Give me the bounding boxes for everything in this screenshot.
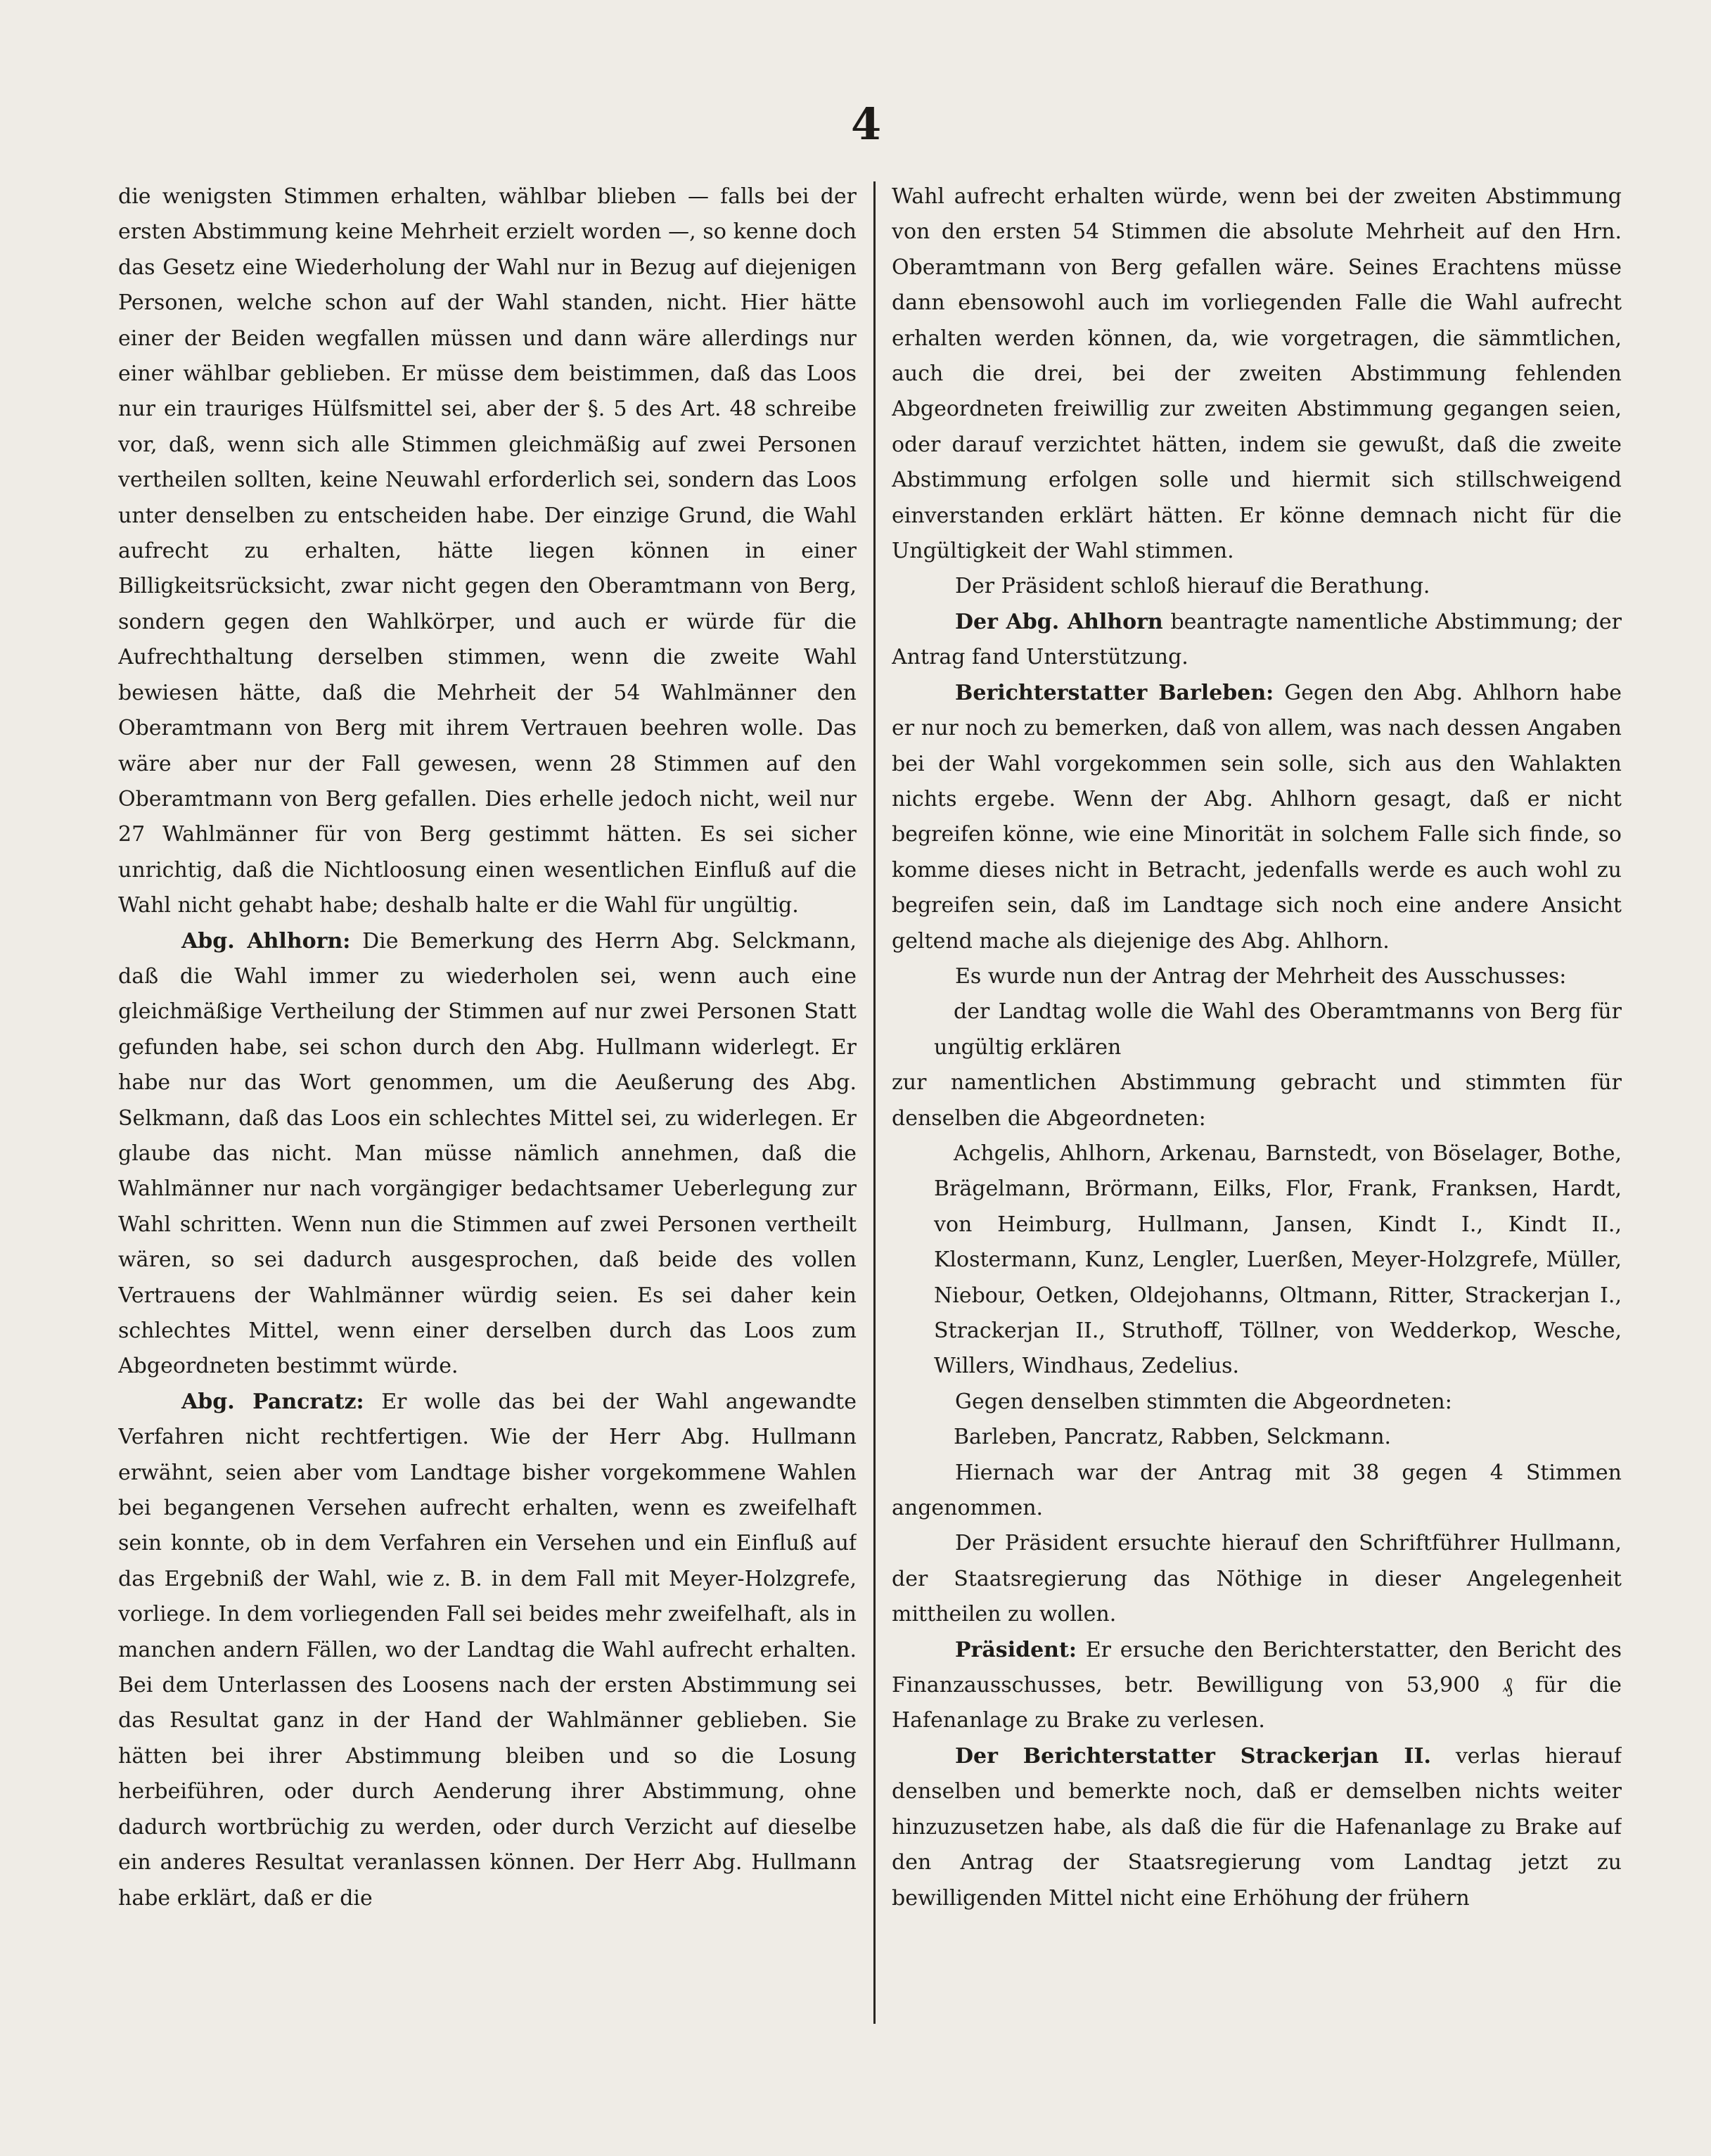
paragraph — [892, 569, 1622, 604]
paragraph-text: zur namentlichen Abstimmung gebracht und stimmten für denselben die Abgeordneten: — [892, 1070, 1622, 1131]
paragraph-text: Die Bemerkung des Herrn Abg. Selckmann, daß die Wahl immer zu wiederholen sei, wenn auch eine gleichmäßige Vertheilung der Stimmen auf nur zwei Personen Statt gefunden habe, sei schon durch den Abg. Hullmann widerlegt. Er habe nur das Wort genommen, um die Aeußerung des Abg. Selkmann, daß das Loos ein schlechtes Mittel sei, zu widerlegen. Er glaube das nicht. Man müsse nämlich annehmen, daß die Wahlmänner nur nach vorgängiger bedachtsamer Ueberlegung zur Wahl schritten. Wenn nun die Stimmen auf zwei Personen vertheilt wären, so sei dadurch ausgesprochen, daß beide des vollen Vertrauens der Wahlmänner würdig seien. Es sei daher kein schlechtes Mittel, wenn einer derselben durch das Loos zum Abgeordneten bestimmt würde. — [118, 928, 857, 1379]
paragraph — [892, 1526, 1622, 1632]
paragraph — [892, 1136, 1622, 1385]
paragraph-text: Gegen den Abg. Ahlhorn habe er nur noch zu bemerken, daß von allem, was nach dessen Angaben bei der Wahl vorgekommen sein solle, sich aus den Wahlakten nichts ergebe. Wenn der Abg. Ahlhorn gesagt, daß er nicht begreifen könne, wie eine Minorität in solchem Falle sich finde, so komme dieses nicht in Betracht, jedenfalls werde es auch wohl zu begreifen sein, daß im Landtage sich noch eine andere Ansicht geltend mache als diejenige des Abg. Ahlhorn. — [892, 680, 1622, 954]
paragraph — [892, 959, 1622, 994]
paragraph — [892, 1065, 1622, 1136]
paragraph — [118, 1385, 857, 1916]
speaker-name: Der Berichterstatter Strackerjan II. — [955, 1743, 1431, 1769]
right-column — [892, 179, 1622, 2029]
paragraph-text: Er wolle das bei der Wahl angewandte Verfahren nicht rechtfertigen. Wie der Herr Abg. Hullmann erwähnt, seien aber vom Landtage bisher vorgekommene Wahlen bei begangenen Versehen aufrecht erhalten, wenn es zweifelhaft sein konnte, ob in dem Verfahren ein Versehen und ein Einfluß auf das Ergebniß der Wahl, wie z. B. in dem Fall mit Meyer-Holzgrefe, vorliege. In dem vorliegenden Fall sei beides mehr zweifelhaft, als in manchen andern Fällen, wo der Landtag die Wahl aufrecht erhalten. Bei dem Unterlassen des Loosens nach der ersten Abstimmung sei das Resultat ganz in der Hand der Wahlmänner geblieben. Sie hätten bei ihrer Abstimmung bleiben und so die Losung herbeiführen, oder durch Aenderung ihrer Abstimmung, ohne dadurch wortbrüchig zu werden, oder durch Verzicht auf dieselbe ein anderes Resultat veranlassen können. Der Herr Abg. Hullmann habe erklärt, daß er die — [118, 1389, 857, 1911]
paragraph-text: Er ersuche den Berichterstatter, den Bericht des Finanzausschusses, betr. Bewilligung von 53,900 ₰ für die Hafenanlage zu Brake zu verlesen. — [892, 1637, 1622, 1733]
paragraph-text: Der Präsident ersuchte hierauf den Schriftführer Hullmann, der Staatsregierung das Nöthige in dieser Angelegenheit mittheilen zu wollen. — [892, 1531, 1622, 1627]
paragraph — [892, 1456, 1622, 1527]
paragraph-text: der Landtag wolle die Wahl des Oberamtmanns von Berg für ungültig erklären — [934, 999, 1622, 1060]
paragraph-text: Wahl aufrecht erhalten würde, wenn bei der zweiten Abstimmung von den ersten 54 Stimmen die absolute Mehrheit auf den Hrn. Oberamtmann von Berg gefallen wäre. Seines Erachtens müsse dann ebensowohl auch im vorliegenden Falle die Wahl aufrecht erhalten werden können, da, wie vorgetragen, die sämmtlichen, auch die drei, bei der zweiten Abstimmung fehlenden Abgeordneten freiwillig zur zweiten Abstimmung gegangen seien, oder darauf verzichtet hätten, indem sie gewußt, daß die zweite Abstimmung erfolgen solle und hiermit sich stillschweigend einverstanden erklärt hätten. Er könne demnach nicht für die Ungültigkeit der Wahl stimmen. — [892, 184, 1622, 564]
speaker-name: Präsident: — [955, 1637, 1077, 1662]
paragraph — [892, 605, 1622, 676]
paragraph-text: Es wurde nun der Antrag der Mehrheit des Ausschusses: — [955, 963, 1567, 989]
paragraph-text: Achgelis, Ahlhorn, Arkenau, Barnstedt, von Böselager, Bothe, Brägelmann, Brörmann, Eilks, Flor, Frank, Franksen, Hardt, von Heimburg, Hullmann, Jansen, Kindt I., Kindt II., Klostermann, Kunz, Lengler, Luerßen, Meyer-Holzgrefe, Müller, Niebour, Oetken, Oldejohanns, Oltmann, Ritter, Strackerjan I., Strackerjan II., Struthoff, Töllner, von Wedderkop, Wesche, Willers, Windhaus, Zedelius. — [934, 1141, 1622, 1379]
paragraph — [892, 1633, 1622, 1739]
paragraph — [892, 1739, 1622, 1916]
paragraph — [892, 994, 1622, 1065]
paragraph-text: Barleben, Pancratz, Rabben, Selckmann. — [954, 1425, 1392, 1450]
paragraph-text: Der Präsident schloß hierauf die Berathung. — [955, 574, 1430, 599]
left-column — [118, 179, 857, 2029]
paragraph — [118, 179, 857, 924]
paragraph — [892, 676, 1622, 959]
speaker-name: Abg. Pancratz: — [181, 1389, 364, 1414]
paragraph-text: beantragte namentliche Abstimmung; der Antrag fand Unterstützung. — [892, 609, 1622, 670]
speaker-name: Der Abg. Ahlhorn — [955, 609, 1163, 634]
paragraph-text: Hiernach war der Antrag mit 38 gegen 4 Stimmen angenommen. — [892, 1460, 1622, 1521]
paragraph-text: Gegen denselben stimmten die Abgeordneten: — [955, 1389, 1452, 1414]
speaker-name: Abg. Ahlhorn: — [181, 928, 351, 954]
column-divider — [873, 181, 876, 2024]
speaker-name: Berichterstatter Barleben: — [955, 680, 1274, 705]
paragraph-text: die wenigsten Stimmen erhalten, wählbar blieben — falls bei der ersten Abstimmung keine Mehrheit erzielt worden —, so kenne doch das Gesetz eine Wiederholung der Wahl nur in Bezug auf diejenigen Personen, welche schon auf der Wahl standen, nicht. Hier hätte einer der Beiden wegfallen müssen und dann wäre allerdings nur einer wählbar geblieben. Er müsse dem beistimmen, daß das Loos nur ein trauriges Hülfsmittel sei, aber der §. 5 des Art. 48 schreibe vor, daß, wenn sich alle Stimmen gleichmäßig auf zwei Personen vertheilen sollten, keine Neuwahl erforderlich sei, sondern das Loos unter denselben zu entscheiden habe. Der einzige Grund, die Wahl aufrecht zu erhalten, hätte liegen können in einer Billigkeitsrücksicht, zwar nicht gegen den Oberamtmann von Berg, sondern gegen den Wahlkörper, und auch er würde für die Aufrechthaltung derselben stimmen, wenn die zweite Wahl bewiesen hätte, daß die Mehrheit der 54 Wahlmänner den Oberamtmann von Berg mit ihrem Vertrauen beehren wolle. Das wäre aber nur der Fall gewesen, wenn 28 Stimmen auf den Oberamtmann von Berg gefallen. Dies erhelle jedoch nicht, weil nur 27 Wahlmänner für von Berg gestimmt hätten. Es sei sicher unrichtig, daß die Nichtloosung einen wesentlichen Einfluß auf die Wahl nicht gehabt habe; deshalb halte er die Wahl für ungültig. — [118, 184, 857, 918]
page-number: 4 — [851, 98, 882, 150]
paragraph — [892, 1420, 1622, 1455]
paragraph-text: verlas hierauf denselben und bemerkte noch, daß er demselben nichts weiter hinzuzusetzen habe, als daß die für die Hafenanlage zu Brake auf den Antrag der Staatsregierung vom Landtag jetzt zu bewilligenden Mittel nicht eine Erhöhung der frühern — [892, 1743, 1622, 1911]
paragraph — [892, 179, 1622, 569]
paragraph — [118, 924, 857, 1385]
paragraph — [892, 1385, 1622, 1420]
